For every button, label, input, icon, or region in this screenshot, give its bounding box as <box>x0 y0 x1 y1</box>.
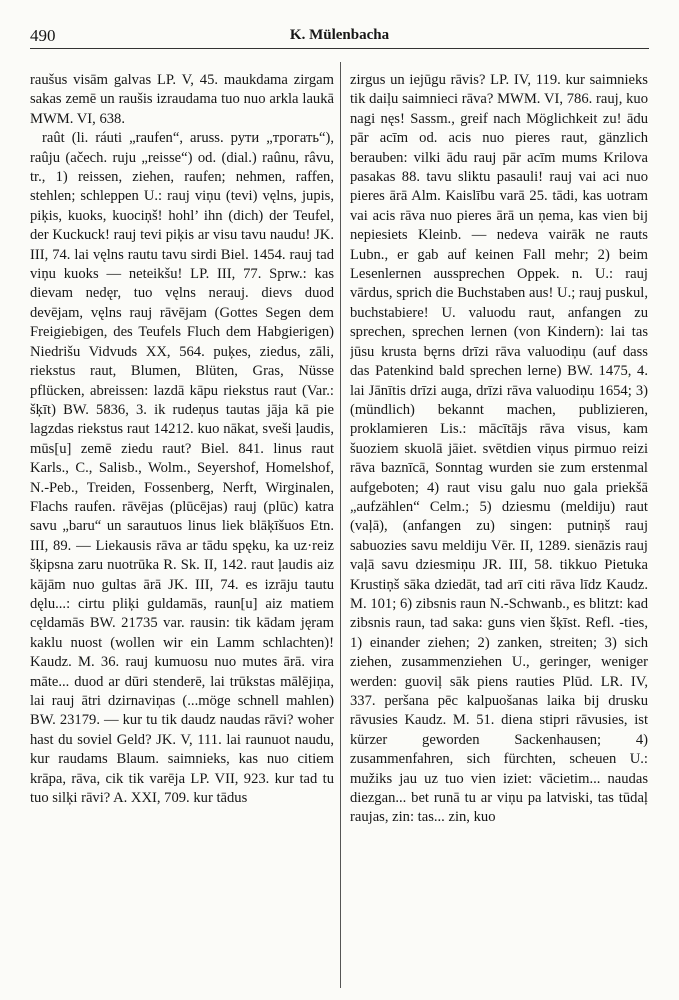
running-head: K. Mülenbacha <box>289 27 390 43</box>
right-column <box>350 71 648 986</box>
entry-paragraph: zirgus un iejūgu rāvis? LP. IV, 119. kur saimnieks tik daiļu saimnieci rāva? MWM. VI, 786. rauj, kuo nagi nęs! Sassm., greif nach Möglichkeit zu! ādu pār acīm od. acis nuo pieres raut, gänzlich berauben: vilki ādu rauj pār acīm mums Krilova pasakas 88. tavu sliktu pasauli! rauj vai aci nuo pieres ārā Alm. Kaislību varā 25. tādi, kas uotram vai acis rāva nuo pieres ārā un ņema, kas vien bij nepiesiets Kleinb. — nedeva vairāk ne rauts Lubn., er gab auf keinen Fall mehr; 2) beim Lesenlernen aussprechen Oppek. n. U.: rauj vārdus, sprich die Buchstaben aus! U.; rauj puskul, buchstabiere! U. valuodu raut, anfangen zu sprechen, sprechen lernen (von Kindern): lai tas jūsu krusta bęrns drīzi rāva valuodiņu (auf dass das Patenkind bald sprechen lerne) BW. 1475, 4. lai Jānītis drīzi auga, drīzi rāva valuodiņu 1654; 3) (mündlich) bekannt machen, publizieren, proklamieren Lis.: mācītājs rāva visus, kam šuoziem skuolā jāiet. svētdien viņus pirmuo reizi rāva baznīcā, Sonntag wurden sie zum erstenmal aufgeboten; 4) raut visu galu nuo gala priekšā „aufzählen“ Celm.; 5) dziesmu (meldiju) raut (vaļā), (anfangen zu) singen: putniņš rauj sabuozies savu meldiju Vēr. II, 1289. sienāzis rauj vaļā savu dziesmiņu JR. III, 58. tikkuo Pietuka Krustiņš sāka dziedāt, tad arī citi rāva līdz Kaudz. M. 101; 6) zibsnis raun N.-Schwanb., es blitzt: kad zibsnis raun, tad saka: guns vien šķīst. Refl. -ties, 1) einander ziehen; 2) zanken, streiten; 3) sich ziehen, zusammenziehen U., geringer, weniger werden: guoviļ sāk piens rauties Plūd. LR. IV, 337. peršana pēc kalpuošanas laika bij drusku rāvusies Kaudz. M. 51. diena stipri rāvusies, ist kürzer geworden Sackenhausen; 4) zusammenfahren, sich fürchten, scheuen U.: mužiks jau uz tuo vien iziet: vācietim... naudas diezgan... bet runā tu ar viņu pa latviski, tas tūdaļ raujas, zin: tas... zin, kuo <box>350 72 648 826</box>
entry-paragraph: raušus visām galvas LP. V, 45. maukdama zirgam sakas zemē un raušis izraudama tuo nuo arkla laukā MWM. VI, 638. <box>30 72 334 127</box>
page-header <box>30 26 649 49</box>
column-divider <box>340 62 341 988</box>
page-number: 490 <box>30 26 56 45</box>
entry-paragraph: raût (li. ráuti „raufen“, aruss. рути „трогать“), raûju (ačech. ruju „reisse“) od. (dial.) raûnu, râvu, tr., 1) reissen, ziehen, raufen; nehmen, raffen, stehlen; schleppen U.: rauj viņu (tevi) vęlns, jupis, piķis, kuoks, kuociņš! hohl’ ihn (dich) der Teufel, der Kuckuck! rauj tevi piķis ar visu tavu naudu! JK. III, 74. lai vęlns rautu tavu sirdi Biel. 1454. rauj tad viņu kuoks — neteikšu! LP. III, 77. Sprw.: kas dievam nedęr, tuo vęlns nerauj. dievs duod devējam, vęlns rauj rāvējam (Gottes Segen dem Freigiebigen, des Teufels Fluch dem Habgierigen) Niedrišu Vidvuds XX, 564. puķes, ziedus, zāli, riekstus raut, Blumen, Blüten, Gras, Nüsse pflücken, abreissen: lazdā kāpu riekstus raut (Var.: šķīt) BW. 5836, 3. ik rudeņus tautas jāja kā pie lagzdas riekstus raut 14212. kuo nākat, sveši ļaudis, mūs[u] zemē ziedu raut? Biel. 841. linus raut Karls., C., Salisb., Wolm., Seyershof, Homelshof, N.-Peb., Treiden, Fossenberg, Nerft, Wirginalen, Flachs raufen. rāvējas (plūcējas) rauj (plūc) katra savu „baru“ un sarautuos linus liek blāķīšuos Etn. III, 89. — Liekausis rāva ar tādu spęku, ka uz·reiz šķipsna zaru nuotrūka R. Sk. II, 142. raut ļaudis aiz kājām nuo gultas ārā JK. III, 74. es izrāju tautu dęlu...: cirtu pliķi guldamās, raun[u] aiz matiem cęldamās BW. 21735 var. rausin: tik kādam jęram kaklu nuost (wollen wir ein Lamm schlachten)! Kaudz. M. 36. rauj kumuosu nuo mutes ārā. vira māte... duod ar dūri stenderē, lai trūkstas mālējiņa, lai rauj ātri dzirnaviņas (...möge schnell mahlen) BW. 23179. — kur tu tik daudz naudas rāvi? woher hast du soviel Geld? JK. V, 111. lai raunuot naudu, kur raudams Blaum. saimnieks, kas nuo citiem krāpa, rāva, cik tik varēja LP. VII, 923. kur tad tu tuo silķi rāvi? A. XXI, 709. kur tādus <box>30 130 334 807</box>
left-column <box>30 71 334 986</box>
